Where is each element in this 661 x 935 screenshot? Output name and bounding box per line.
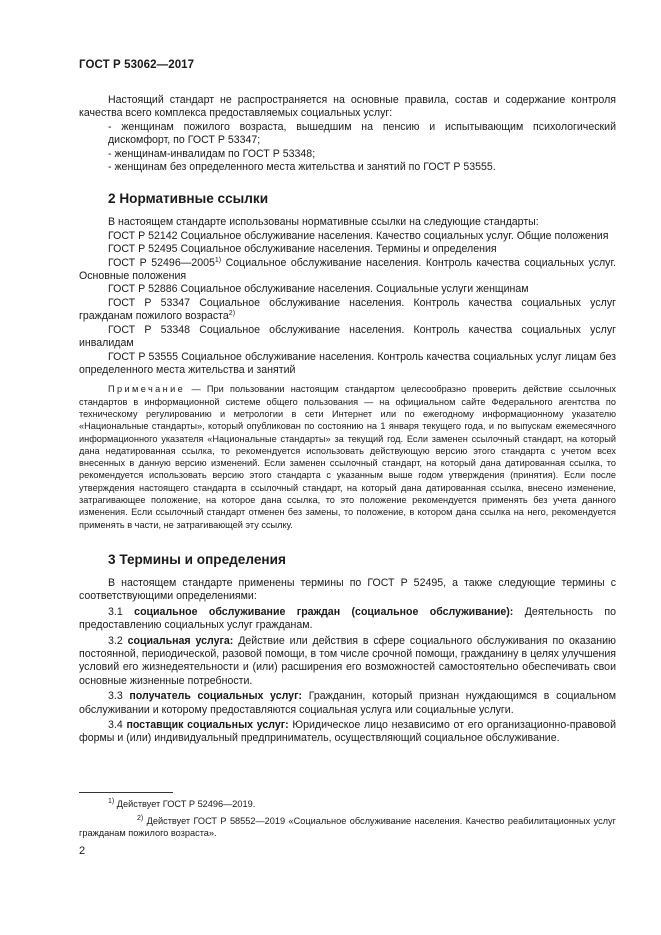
footnote: $^{2)}$ Действует ГОСТ Р 58552—2019 «Социальное обслуживание населения. Качество реабилитационных услуг гражданам пожилого возраста». [79, 815, 616, 838]
page-content [79, 94, 616, 746]
note-label: Примечание [108, 384, 186, 395]
term-definition: 3.4 поставщик социальных услуг: Юридическое лицо независимо от его организационно-правовой формы и (или) индивидуальный предприниматель, осуществляющий социальное обслуживание. [79, 718, 616, 745]
term-definition: 3.2 социальная услуга: Действие или действия в сфере социального обслуживания по оказанию постоянной, периодической, разовой помощи, в том числе срочной помощи, гражданину в целях улучшения условий его жизнедеятельности и (или) расширения его возможностей самостоятельно обеспечивать свои основные жизненные потребности. [79, 634, 616, 687]
footnote-separator [79, 792, 173, 793]
reference-item: ГОСТ Р 52886 Социальное обслуживание населения. Социальные услуги женщинам [108, 283, 529, 296]
intro-list-item: - женщинам пожилого возраста, вышедшим на пенсию и испытывающим психологический дискомфорт, по ГОСТ Р 53347; [108, 120, 616, 147]
footnote-ref: 1) [214, 256, 222, 264]
section-2-heading: 2 Нормативные ссылки [108, 191, 269, 207]
section-3-lead: В настоящем стандарте применены термины по ГОСТ Р 52495, а также следующие термины с соответствующими определениями: [79, 576, 616, 603]
intro-paragraph: Настоящий стандарт не распространяется на основные правила, состав и содержание контроля качества всего комплекса предоставляемых социальных услуг: [79, 94, 616, 120]
term-definition: 3.3 получатель социальных услуг: Гражданин, который признан нуждающимся в социальном обслуживании и которому предоставляются социальная услуга или социальные услуги. [79, 690, 617, 716]
note-text: — При пользовании настоящим стандартом целесообразно проверить действие ссылочных стандартов в информационной системе общего пользования — на официальном сайте Федерального агентства по техническому регулированию и метрологии в сети Интернет или по ежегодному информационному указателю «Национальные стандарты», который опубликован по состоянию на 1 января текущего года, и по выпускам ежемесячного информационного указателя «Национальные стандарты» за текущий год. Если заменен ссылочный стандарт, на который дана недатированная ссылка, то рекомендуется использовать действующую версию этого стандарта с учетом всех внесенных в данную версию изменений. Если заменен ссылочный стандарт, на который дана датированная ссылка, то рекомендуется использовать версию этого стандарта с указанным выше годом утверждения (принятия). Если после утверждения настоящего стандарта в ссылочный стандарт, на который дана датированная ссылка, внесено изменение, затрагивающее положение, на которое дана ссылка, то это положение рекомендуется применять без учета данного изменения. Если ссылочный стандарт отменен без замены, то положение, в котором дана ссылка на него, рекомендуется применять в части, не затрагивающей эту ссылку. [79, 384, 616, 530]
intro-list-item: - женщинам без определенного места жительства и занятий по ГОСТ Р 53555. [108, 161, 496, 174]
page-number: 2 [79, 845, 86, 857]
term-name: поставщик социальных услуг: [126, 718, 289, 731]
term-name: социальная услуга: [127, 634, 234, 647]
reference-item: ГОСТ Р 53347 Социальное обслуживание населения. Контроль качества социальных услуг гражданам пожилого возраста$^{2)}$ [79, 296, 616, 323]
reference-item: ГОСТ Р 53555 Социальное обслуживание населения. Контроль качества социальных услуг лицам без определенного места жительства и занятий [79, 350, 616, 376]
reference-item: ГОСТ Р 52142 Социальное обслуживание населения. Качество социальных услуг. Общие положения [108, 229, 609, 242]
intro-list-item: - женщинам-инвалидам по ГОСТ Р 53348; [108, 147, 316, 160]
reference-item: ГОСТ Р 52496—2005$^{1)}$ Социальное обслуживание населения. Контроль качества социальных услуг. Основные положения [79, 256, 616, 283]
section-2-lead: В настоящем стандарте использованы нормативные ссылки на следующие стандарты: [108, 216, 539, 229]
note-paragraph [79, 383, 616, 531]
section-3-heading: 3 Термины и определения [108, 551, 286, 567]
document-header: ГОСТ Р 53062—2017 [79, 59, 195, 71]
term-name: получатель социальных услуг: [129, 690, 303, 703]
reference-item: ГОСТ Р 53348 Социальное обслуживание населения. Контроль качества социальных услуг инвалидам [79, 323, 616, 350]
footnote-mark: 2) [137, 815, 144, 822]
footnote-mark: 1) [108, 798, 115, 805]
reference-item: ГОСТ Р 52495 Социальное обслуживание населения. Термины и определения [108, 243, 497, 256]
term-name: социальное обслуживание граждан (социальное обслуживание): [134, 605, 514, 618]
footnote-ref: 2) [228, 310, 236, 318]
term-definition: 3.1 социальное обслуживание граждан (социальное обслуживание): Деятельность по предоставлению социальных услуг гражданам. [79, 605, 617, 632]
footnote: $^{1)}$ Действует ГОСТ Р 52496—2019. [108, 798, 256, 809]
